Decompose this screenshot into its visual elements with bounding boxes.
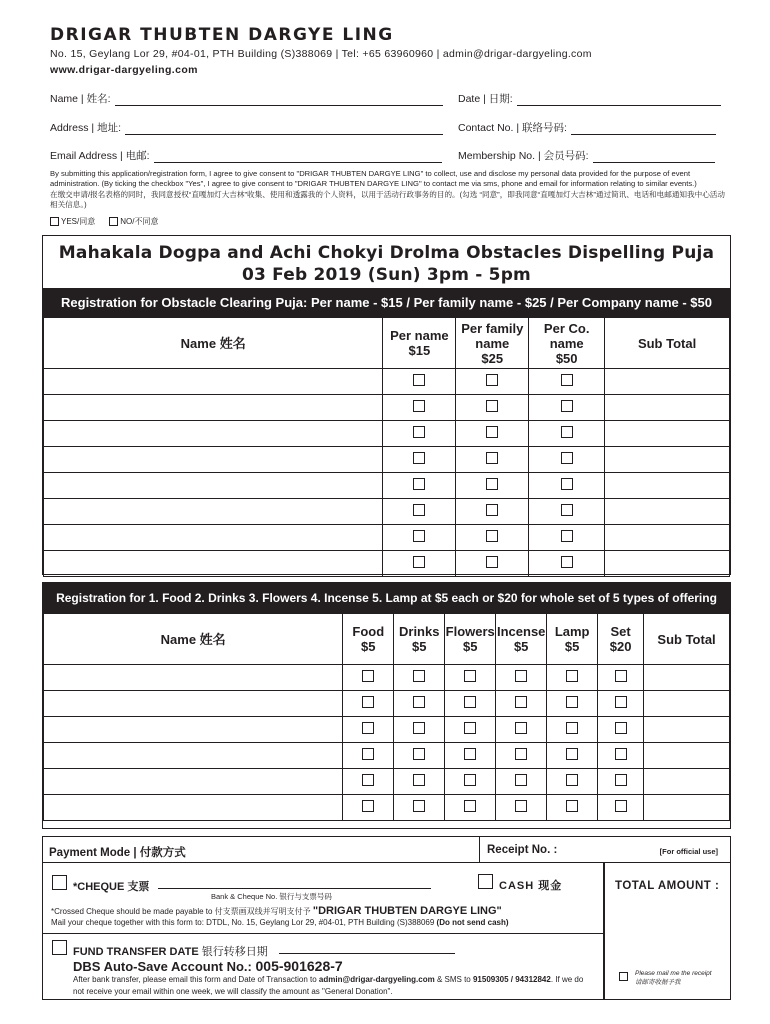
mail-receipt-checkbox[interactable] <box>619 968 630 986</box>
contact-label: Contact No. | 联络号码: <box>458 122 567 134</box>
membership-input-line[interactable] <box>593 153 715 163</box>
receipt-no-label: Receipt No. : <box>487 844 558 856</box>
mail-receipt-en: Please mail me the receipt <box>635 970 712 977</box>
puja-col-subtotal: Sub Total <box>605 318 730 369</box>
consent-options <box>50 216 158 227</box>
cheque-input-line[interactable] <box>158 888 431 889</box>
flowers-checkbox[interactable] <box>464 722 476 734</box>
incense-checkbox[interactable] <box>515 696 527 708</box>
payment-divider <box>43 933 603 934</box>
drinks-checkbox[interactable] <box>413 696 425 708</box>
food-checkbox[interactable] <box>362 722 374 734</box>
per-co-checkbox[interactable] <box>561 400 573 412</box>
incense-checkbox[interactable] <box>515 748 527 760</box>
name-cell[interactable] <box>44 743 343 769</box>
cheque-label: *CHEQUE 支票 <box>73 881 150 893</box>
fund-transfer-label: FUND TRANSFER DATE 银行转移日期 <box>73 946 268 958</box>
subtotal-cell[interactable] <box>644 795 730 821</box>
subtotal-cell[interactable] <box>605 525 730 551</box>
table-row <box>44 473 730 499</box>
per-co-checkbox[interactable] <box>561 556 573 568</box>
set-checkbox[interactable] <box>615 722 627 734</box>
flowers-checkbox[interactable] <box>464 748 476 760</box>
offering-col-name: Name 姓名 <box>44 614 343 665</box>
name-field[interactable] <box>50 91 443 106</box>
offering-col-flowers: Flowers $5 <box>445 614 496 665</box>
offering-col-drinks: Drinks $5 <box>394 614 445 665</box>
subtotal-cell[interactable] <box>605 369 730 395</box>
table-row <box>44 525 730 551</box>
address-field[interactable] <box>50 120 443 135</box>
offering-registration-section <box>42 582 731 829</box>
name-cell[interactable] <box>44 369 383 395</box>
address-input-line[interactable] <box>125 125 443 135</box>
table-row <box>44 421 730 447</box>
address-label: Address | 地址: <box>50 122 121 134</box>
email-input-line[interactable] <box>154 153 442 163</box>
transfer-phone: 91509305 / 94312842 <box>472 975 551 984</box>
subtotal-cell[interactable] <box>644 769 730 795</box>
per-family-checkbox[interactable] <box>486 426 498 438</box>
per-name-checkbox[interactable] <box>413 374 425 386</box>
food-checkbox[interactable] <box>362 774 374 786</box>
consent-no[interactable] <box>109 216 158 227</box>
no-cash-note: (Do not send cash) <box>436 918 509 927</box>
flowers-checkbox[interactable] <box>464 696 476 708</box>
name-label: Name | 姓名: <box>50 93 111 105</box>
offering-table-header <box>44 614 730 665</box>
per-co-checkbox[interactable] <box>561 530 573 542</box>
table-row <box>44 369 730 395</box>
puja-col-per-name: Per name $15 <box>383 318 456 369</box>
mail-receipt-text <box>635 969 712 987</box>
name-cell[interactable] <box>44 795 343 821</box>
subtotal-cell[interactable] <box>605 395 730 421</box>
per-co-checkbox[interactable] <box>561 504 573 516</box>
per-co-checkbox[interactable] <box>561 452 573 464</box>
per-family-checkbox[interactable] <box>486 478 498 490</box>
food-checkbox[interactable] <box>362 800 374 812</box>
incense-checkbox[interactable] <box>515 670 527 682</box>
subtotal-cell[interactable] <box>605 551 730 577</box>
puja-title-block <box>43 242 730 286</box>
drinks-checkbox[interactable] <box>413 722 425 734</box>
incense-checkbox[interactable] <box>515 722 527 734</box>
email-field[interactable] <box>50 148 442 163</box>
yes-checkbox[interactable] <box>50 217 59 226</box>
subtotal-cell[interactable] <box>644 717 730 743</box>
membership-label: Membership No. | 会员号码: <box>458 150 589 162</box>
drinks-checkbox[interactable] <box>413 800 425 812</box>
transfer-email[interactable]: admin@drigar-dargyeling.com <box>318 975 435 984</box>
incense-checkbox[interactable] <box>515 774 527 786</box>
table-row <box>44 551 730 577</box>
per-family-checkbox[interactable] <box>486 504 498 516</box>
table-row <box>44 691 730 717</box>
per-name-checkbox[interactable] <box>413 556 425 568</box>
offering-table <box>43 613 730 821</box>
mail-cheque-note <box>51 918 509 927</box>
crossed-cheque-note <box>51 905 502 917</box>
consent-text <box>50 169 730 211</box>
total-amount-box[interactable] <box>603 863 730 999</box>
name-cell[interactable] <box>44 525 383 551</box>
cheque-sub-label: Bank & Cheque No. 银行与支票号码 <box>211 892 332 901</box>
table-row <box>44 447 730 473</box>
lamp-checkbox[interactable] <box>566 800 578 812</box>
set-checkbox[interactable] <box>615 800 627 812</box>
table-row <box>44 743 730 769</box>
cheque-checkbox[interactable] <box>52 875 67 895</box>
puja-col-name: Name 姓名 <box>44 318 383 369</box>
puja-table-header <box>44 318 730 369</box>
flowers-checkbox[interactable] <box>464 800 476 812</box>
date-field[interactable] <box>458 91 721 106</box>
puja-col-per-family: Per family name $25 <box>456 318 529 369</box>
food-checkbox[interactable] <box>362 670 374 682</box>
table-row <box>44 395 730 421</box>
incense-checkbox[interactable] <box>515 800 527 812</box>
table-row <box>44 499 730 525</box>
per-co-checkbox[interactable] <box>561 478 573 490</box>
drinks-checkbox[interactable] <box>413 670 425 682</box>
payment-header-divider <box>479 837 480 863</box>
puja-table <box>43 317 730 577</box>
subtotal-cell[interactable] <box>605 499 730 525</box>
food-checkbox[interactable] <box>362 748 374 760</box>
date-input-line[interactable] <box>517 96 721 106</box>
subtotal-cell[interactable] <box>644 665 730 691</box>
subtotal-cell[interactable] <box>644 691 730 717</box>
puja-registration-section <box>42 235 731 575</box>
no-checkbox[interactable] <box>109 217 118 226</box>
per-family-checkbox[interactable] <box>486 452 498 464</box>
contact-field[interactable] <box>458 120 716 135</box>
table-row <box>44 665 730 691</box>
dbs-number: 005-901628-7 <box>255 958 343 974</box>
lamp-checkbox[interactable] <box>566 670 578 682</box>
per-name-checkbox[interactable] <box>413 400 425 412</box>
payment-header-row <box>43 837 730 863</box>
set-checkbox[interactable] <box>615 748 627 760</box>
lamp-checkbox[interactable] <box>566 748 578 760</box>
offering-col-incense: Incense $5 <box>496 614 547 665</box>
per-co-checkbox[interactable] <box>561 374 573 386</box>
subtotal-cell[interactable] <box>605 447 730 473</box>
table-row <box>44 717 730 743</box>
lamp-checkbox[interactable] <box>566 722 578 734</box>
puja-col-per-co: Per Co. name $50 <box>529 318 605 369</box>
mail-receipt-cn: 请邮寄收据予我 <box>635 979 681 986</box>
transfer-instructions: After bank transfer, please email this form and Date of Transaction to admin@drigar-dargyeling.com & SMS to 91509305 / 94312842. If we do not receive your email within one week, we will classify the amount as "General Donation". <box>73 975 584 996</box>
drinks-checkbox[interactable] <box>413 774 425 786</box>
table-row <box>44 769 730 795</box>
puja-title: Mahakala Dogpa and Achi Chokyi Drolma Obstacles Dispelling Puja <box>58 243 715 263</box>
per-family-checkbox[interactable] <box>486 400 498 412</box>
subtotal-cell[interactable] <box>644 743 730 769</box>
payment-mode-label: Payment Mode | 付款方式 <box>49 847 186 859</box>
set-checkbox[interactable] <box>615 696 627 708</box>
per-name-checkbox[interactable] <box>413 478 425 490</box>
offering-col-food: Food $5 <box>343 614 394 665</box>
name-cell[interactable] <box>44 421 383 447</box>
transfer-date-input-line[interactable] <box>279 953 455 954</box>
per-name-checkbox[interactable] <box>413 426 425 438</box>
yes-label: YES/同意 <box>61 217 96 226</box>
payment-section <box>42 836 731 1000</box>
puja-date: 03 Feb 2019 (Sun) 3pm - 5pm <box>242 265 531 285</box>
name-cell[interactable] <box>44 551 383 577</box>
name-cell[interactable] <box>44 691 343 717</box>
org-name: DRIGAR THUBTEN DARGYE LING <box>50 25 394 45</box>
offering-col-subtotal: Sub Total <box>644 614 730 665</box>
payee-name: "DRIGAR THUBTEN DARGYE LING" <box>312 905 502 917</box>
name-cell[interactable] <box>44 473 383 499</box>
offering-price-bar: Registration for 1. Food 2. Drinks 3. Flowers 4. Incense 5. Lamp at $5 each or $20 for whole set of 5 types of offering <box>43 583 730 613</box>
total-amount-label: TOTAL AMOUNT : <box>615 880 720 892</box>
dbs-label: DBS Auto-Save Account No.: <box>73 959 256 974</box>
flowers-checkbox[interactable] <box>464 670 476 682</box>
consent-english: By submitting this application/registration form, I agree to give consent to "DRIGAR THUBTEN DARGYE LING" to collect, use and disclose my personal data provided for the purpose of event administration. (By ticking the checkbox "Yes", I agree to give consent to "DRIGAR THUBTEN DARGYE LING" to contact me via sms, phone and email for information relating to similar events.) <box>50 169 697 189</box>
name-cell[interactable] <box>44 665 343 691</box>
cash-checkbox[interactable] <box>478 874 493 894</box>
mail-note-text: Mail your cheque together with this form to: DTDL, No. 15, Geylang Lor 29, #04-01, PTH Building (S)388069 <box>51 918 437 927</box>
name-cell[interactable] <box>44 717 343 743</box>
name-cell[interactable] <box>44 499 383 525</box>
crossed-note-text: *Crossed Cheque should be made payable to 付支票画双线并写明支付予 <box>51 907 313 916</box>
official-use-label: [For official use] <box>659 847 718 856</box>
date-label: Date | 日期: <box>458 93 513 105</box>
puja-price-bar: Registration for Obstacle Clearing Puja: Per name - $15 / Per family name - $25 / Per Company name - $50 <box>43 288 730 317</box>
per-family-checkbox[interactable] <box>486 374 498 386</box>
per-family-checkbox[interactable] <box>486 530 498 542</box>
per-co-checkbox[interactable] <box>561 426 573 438</box>
no-label: NO/不同意 <box>120 217 159 226</box>
lamp-checkbox[interactable] <box>566 696 578 708</box>
dbs-account <box>73 958 343 974</box>
membership-field[interactable] <box>458 148 715 163</box>
name-input-line[interactable] <box>115 96 443 106</box>
name-cell[interactable] <box>44 769 343 795</box>
subtotal-cell[interactable] <box>605 421 730 447</box>
set-checkbox[interactable] <box>615 670 627 682</box>
cash-label: CASH 现金 <box>499 880 563 892</box>
fund-transfer-checkbox[interactable] <box>52 940 67 960</box>
email-label: Email Address | 电邮: <box>50 150 150 162</box>
per-family-checkbox[interactable] <box>486 556 498 568</box>
name-cell[interactable] <box>44 395 383 421</box>
per-name-checkbox[interactable] <box>413 504 425 516</box>
per-name-checkbox[interactable] <box>413 530 425 542</box>
per-name-checkbox[interactable] <box>413 452 425 464</box>
offering-col-lamp: Lamp $5 <box>547 614 598 665</box>
food-checkbox[interactable] <box>362 696 374 708</box>
subtotal-cell[interactable] <box>605 473 730 499</box>
lamp-checkbox[interactable] <box>566 774 578 786</box>
org-website: www.drigar-dargyeling.com <box>50 64 198 76</box>
org-address: No. 15, Geylang Lor 29, #04-01, PTH Building (S)388069 | Tel: +65 63960960 | admin@drigar-dargyeling.com <box>50 48 592 60</box>
table-row <box>44 795 730 821</box>
set-checkbox[interactable] <box>615 774 627 786</box>
consent-chinese: 在缴交申请/报名表格的同时，我同意授权“直嘎加灯大吉林”收集、使用和透露我的个人资料，以用于活动行政事务的目的。(勾选 “同意”，即我同意“直嘎加灯大吉林”通过简讯、电话和电邮通知我中心活动相关信息。) <box>50 189 725 210</box>
contact-input-line[interactable] <box>571 125 716 135</box>
drinks-checkbox[interactable] <box>413 748 425 760</box>
consent-yes[interactable] <box>50 216 95 227</box>
offering-col-set: Set $20 <box>598 614 644 665</box>
flowers-checkbox[interactable] <box>464 774 476 786</box>
name-cell[interactable] <box>44 447 383 473</box>
